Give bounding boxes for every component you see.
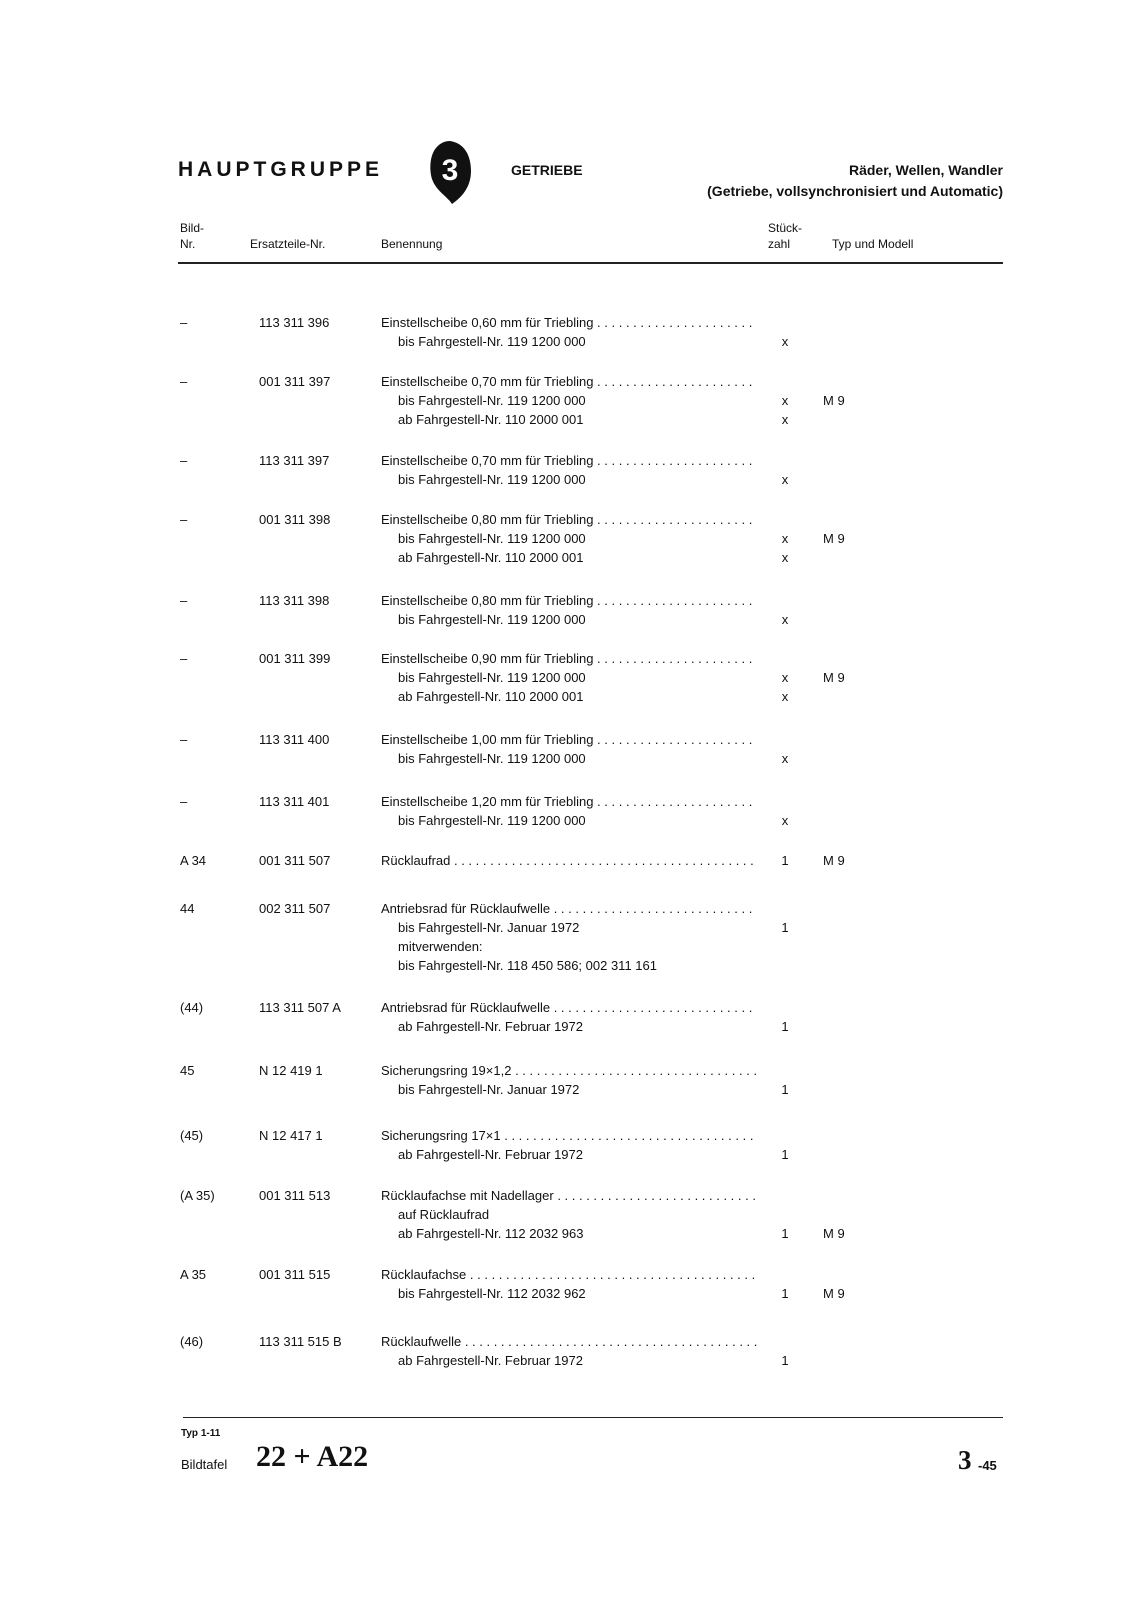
line-text: Einstellscheibe 0,60 mm für Triebling [381,315,594,330]
group-label: HAUPTGRUPPE [178,158,384,181]
part-name [381,591,757,610]
line-text: Einstellscheibe 1,00 mm für Triebling [381,732,594,747]
line-text: Einstellscheibe 0,80 mm für Triebling [381,512,594,527]
part-number: 113 311 515 B [259,1334,342,1349]
col-header-qty [768,220,802,252]
col-header-qty-line2: zahl [768,237,791,251]
part-description [381,1186,757,1243]
col-header-name: Benennung [381,237,443,251]
part-number: N 12 419 1 [259,1063,323,1078]
part-detail-line [381,749,757,768]
line-text: bis Fahrgestell-Nr. 119 1200 000 [398,670,586,685]
line-text: Rücklaufwelle [381,1334,462,1349]
line-text: bis Fahrgestell-Nr. 118 450 586; 002 311 161 [398,958,657,973]
quantity: 1 [781,1286,789,1301]
part-number: 001 311 507 [259,853,331,868]
part-detail-line [381,548,757,567]
part-number: 001 311 398 [259,512,331,527]
part-description [381,998,757,1036]
bild-number: – [180,794,188,809]
line-text: bis Fahrgestell-Nr. 119 1200 000 [398,751,586,766]
line-text: bis Fahrgestell-Nr. 119 1200 000 [398,612,586,627]
part-name [381,1061,757,1080]
bild-number: A 35 [180,1267,207,1282]
quantity: x [781,612,789,627]
line-text: bis Fahrgestell-Nr. 119 1200 000 [398,813,586,828]
quantity: x [781,393,789,408]
line-text: bis Fahrgestell-Nr. 119 1200 000 [398,334,586,349]
quantity: x [781,550,789,565]
part-detail-line [381,1284,757,1303]
quantity: x [781,412,789,427]
header-rule [178,262,1003,264]
type-model: M 9 [823,393,845,408]
line-text: bis Fahrgestell-Nr. 119 1200 000 [398,393,586,408]
part-number: 002 311 507 [259,901,331,916]
part-detail-line [381,687,757,706]
part-detail-line [381,610,757,629]
col-header-bild-line1: Bild- [180,221,205,235]
part-name [381,313,757,332]
part-description [381,1332,757,1370]
quantity: 1 [781,853,789,868]
col-header-part: Ersatzteile-Nr. [250,237,326,251]
part-description [381,510,757,567]
type-model: M 9 [823,670,845,685]
quantity: x [781,472,789,487]
type-model: M 9 [823,853,845,868]
part-number: 113 311 507 A [259,1000,341,1015]
part-number: 113 311 398 [259,593,330,608]
line-text: Sicherungsring 19×1,2 [381,1063,512,1078]
part-name [381,510,757,529]
line-text: Einstellscheibe 0,80 mm für Triebling [381,593,594,608]
line-text: Antriebsrad für Rücklaufwelle [381,901,551,916]
line-text: bis Fahrgestell-Nr. 119 1200 000 [398,531,586,546]
line-text: ab Fahrgestell-Nr. 110 2000 001 [398,550,584,565]
quantity: x [781,689,789,704]
bild-number: (45) [180,1128,204,1143]
part-detail-line [381,332,757,351]
part-description [381,1126,757,1164]
line-text: Sicherungsring 17×1 [381,1128,501,1143]
part-description [381,451,757,489]
col-header-bild [180,220,204,252]
part-description [381,313,757,351]
part-name [381,730,757,749]
type-model: M 9 [823,1226,845,1241]
part-number: 001 311 513 [259,1188,331,1203]
footer-typ: Typ 1-11 [181,1428,221,1439]
part-detail-line [381,1224,757,1243]
part-detail-line [381,1351,757,1370]
bild-number: (44) [180,1000,204,1015]
footer-bildtafel-value: 22 + A22 [256,1440,369,1473]
part-description [381,851,757,870]
group-number-badge [428,139,472,205]
line-text: Antriebsrad für Rücklaufwelle [381,1000,551,1015]
quantity: 1 [781,1082,789,1097]
bild-number: 45 [180,1063,195,1078]
bild-number: – [180,315,188,330]
group-number: 3 [441,154,459,187]
quantity: x [781,334,789,349]
line-text: Einstellscheibe 1,20 mm für Triebling [381,794,594,809]
line-text: ab Fahrgestell-Nr. 112 2032 963 [398,1226,584,1241]
type-model: M 9 [823,1286,845,1301]
line-text: bis Fahrgestell-Nr. Januar 1972 [398,920,580,935]
part-number: 001 311 397 [259,374,331,389]
line-text: auf Rücklaufrad [398,1207,490,1222]
col-header-qty-line1: Stück- [768,221,803,235]
page-number-sub: -45 [978,1458,997,1473]
bild-number: – [180,512,188,527]
line-text: ab Fahrgestell-Nr. 110 2000 001 [398,689,584,704]
part-detail-line [381,937,757,956]
part-detail-line [381,668,757,687]
bild-number: – [180,732,188,747]
line-text: Rücklaufrad [381,853,451,868]
part-detail-line [381,410,757,429]
bild-number: – [180,593,188,608]
bild-number: 44 [180,901,195,916]
line-text: bis Fahrgestell-Nr. Januar 1972 [398,1082,580,1097]
quantity: 1 [781,1147,789,1162]
part-name [381,451,757,470]
line-text: Einstellscheibe 0,70 mm für Triebling [381,453,594,468]
bild-number: – [180,651,188,666]
quantity: x [781,531,789,546]
page-number-main: 3 [958,1445,972,1475]
line-text: bis Fahrgestell-Nr. 112 2032 962 [398,1286,586,1301]
col-header-bild-line2: Nr. [180,237,196,251]
part-number: N 12 417 1 [259,1128,323,1143]
part-number: 113 311 397 [259,453,330,468]
part-detail-line [381,1205,757,1224]
footer-bildtafel-label: Bildtafel [181,1457,228,1472]
line-text: bis Fahrgestell-Nr. 119 1200 000 [398,472,586,487]
line-text: Einstellscheibe 0,90 mm für Triebling [381,651,594,666]
part-number: 001 311 515 [259,1267,331,1282]
part-description [381,372,757,429]
part-name [381,899,757,918]
quantity: x [781,751,789,766]
bild-number: A 34 [180,853,207,868]
quantity: x [781,670,789,685]
bild-number: – [180,374,188,389]
section-title: GETRIEBE [511,162,583,178]
quantity: x [781,813,789,828]
line-text: mitverwenden: [398,939,483,954]
part-name [381,1265,757,1284]
page-title-line1: Räder, Wellen, Wandler [848,162,1003,178]
part-description [381,792,757,830]
part-detail-line [381,1080,757,1099]
quantity: 1 [781,920,789,935]
line-text: ab Fahrgestell-Nr. Februar 1972 [398,1147,583,1162]
quantity: 1 [781,1353,789,1368]
line-text: Rücklaufachse [381,1267,467,1282]
part-number: 001 311 399 [259,651,331,666]
part-name [381,372,757,391]
part-description [381,1265,757,1303]
part-number: 113 311 400 [259,732,330,747]
part-name [381,851,757,870]
part-description [381,899,757,975]
line-text: ab Fahrgestell-Nr. Februar 1972 [398,1353,583,1368]
part-name [381,649,757,668]
line-text: ab Fahrgestell-Nr. 110 2000 001 [398,412,584,427]
part-detail-line [381,391,757,410]
part-name [381,998,757,1017]
line-text: ab Fahrgestell-Nr. Februar 1972 [398,1019,583,1034]
part-name [381,1186,757,1205]
type-model: M 9 [823,531,845,546]
bild-number: – [180,453,188,468]
part-name [381,792,757,811]
part-number: 113 311 401 [259,794,330,809]
part-number: 113 311 396 [259,315,330,330]
part-name [381,1126,757,1145]
col-header-type: Typ und Modell [832,237,914,251]
part-detail-line [381,1145,757,1164]
part-description [381,591,757,629]
part-detail-line [381,811,757,830]
part-detail-line [381,470,757,489]
part-description [381,1061,757,1099]
part-detail-line [381,918,757,937]
line-text: Einstellscheibe 0,70 mm für Triebling [381,374,594,389]
part-description [381,649,757,706]
bild-number: (A 35) [180,1188,215,1203]
part-name [381,1332,757,1351]
part-detail-line [381,1017,757,1036]
part-detail-line [381,956,757,975]
page-title-line2: (Getriebe, vollsynchronisiert und Automatic) [707,183,1003,199]
quantity: 1 [781,1019,789,1034]
part-detail-line [381,529,757,548]
part-description [381,730,757,768]
bild-number: (46) [180,1334,204,1349]
quantity: 1 [781,1226,789,1241]
line-text: Rücklaufachse mit Nadellager [381,1188,554,1203]
footer-rule [183,1417,1003,1418]
